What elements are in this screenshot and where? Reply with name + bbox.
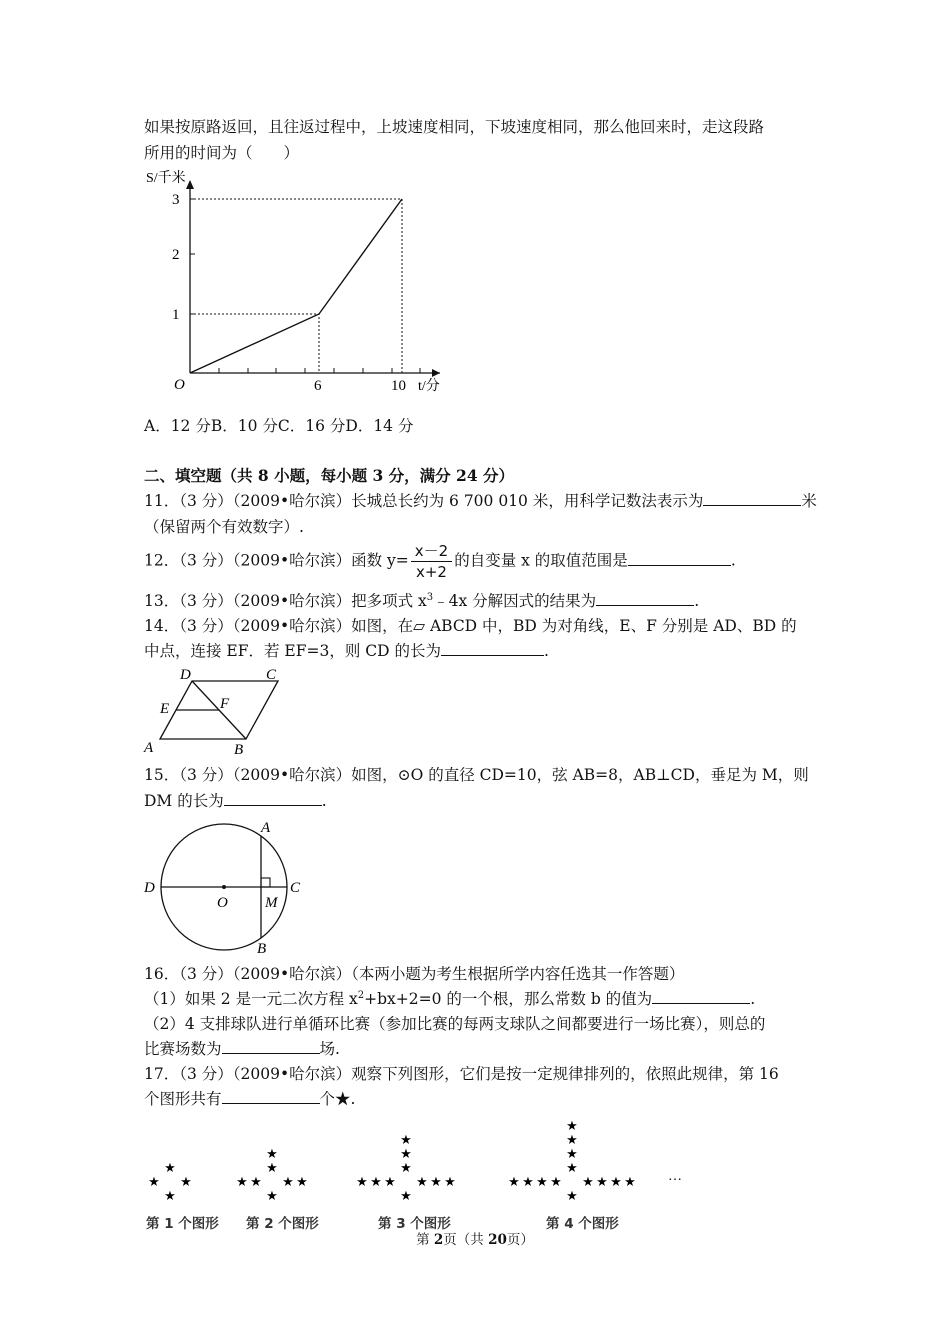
q12-pre: 12．（3 分）（2009•哈尔滨）函数 y=	[144, 551, 409, 570]
q13-post: ﹣4x 分解因式的结果为	[433, 592, 597, 610]
star-fig4-left: ★	[522, 1174, 534, 1189]
q13-exp: 3	[426, 592, 434, 603]
footer-page-number: 2	[433, 1232, 444, 1248]
star-fig4-left: ★	[508, 1174, 520, 1189]
q16-part2-line1: （2）4 支排球队进行单循环比赛（参加比赛的每两支球队之间都要进行一场比赛），则总的	[144, 1015, 766, 1033]
q16-p2-text2: 比赛场数为	[144, 1040, 222, 1058]
q12-answer-blank[interactable]	[628, 550, 731, 566]
q14-answer-blank[interactable]	[441, 640, 544, 656]
star-fig4-right: ★	[610, 1174, 622, 1189]
y-tick-3: 3	[172, 192, 180, 208]
star-fig2-top: ★	[266, 1160, 278, 1175]
star-fig4-top: ★	[566, 1118, 578, 1133]
q11-tail: 米	[801, 492, 817, 510]
star-fig4-right: ★	[596, 1174, 608, 1189]
star-fig2-bottom: ★	[266, 1188, 278, 1203]
origin-label: O	[174, 377, 185, 393]
center-dot	[222, 885, 226, 889]
y-ticks	[190, 199, 195, 314]
star-fig1-right: ★	[180, 1174, 192, 1189]
q17-pre2: 个图形共有	[144, 1090, 222, 1108]
label-e: E	[160, 701, 170, 717]
q17-line1: 17．（3 分）（2009•哈尔滨）观察下列图形，它们是按一定规律排列的，依照此规律，第 16	[144, 1065, 779, 1083]
star-fig3-top: ★	[400, 1160, 412, 1175]
y-tick-2: 2	[172, 247, 180, 263]
x-axis-label: t/分	[418, 379, 440, 394]
fig-label-3: 第 3 个图形	[378, 1216, 451, 1232]
label-b: B	[257, 941, 267, 957]
star-fig4-top: ★	[566, 1160, 578, 1175]
label-m: M	[265, 895, 278, 911]
star-fig3-right: ★	[416, 1174, 428, 1189]
q16-p2-answer-blank[interactable]	[222, 1038, 320, 1054]
q15-answer-blank[interactable]	[224, 790, 322, 806]
footer-post: 页）	[506, 1232, 534, 1248]
q10-options: A．12 分B．10 分C．16 分D．14 分	[144, 417, 414, 435]
section-title: 二、填空题（共 8 小题，每小题 3 分，满分 24 分）	[144, 466, 515, 485]
star-fig4-left: ★	[536, 1174, 548, 1189]
label-d: D	[180, 667, 191, 683]
label-d: D	[144, 880, 155, 896]
x-tick-6: 6	[314, 378, 322, 394]
star-fig1-left: ★	[148, 1174, 160, 1189]
star-fig3-left: ★	[356, 1174, 368, 1189]
q16-p1-pre: （1）如果 2 是一元二次方程 x	[144, 990, 358, 1008]
q12-line	[144, 541, 736, 582]
star-fig3-right: ★	[444, 1174, 456, 1189]
ellipsis: …	[668, 1169, 682, 1184]
star-patterns	[0, 1110, 950, 1210]
right-angle-mark	[261, 878, 270, 887]
star-fig3-right: ★	[430, 1174, 442, 1189]
q17-answer-blank[interactable]	[222, 1088, 320, 1104]
y-axis-arrow	[186, 180, 194, 189]
q15-line2	[144, 790, 327, 812]
label-a: A	[261, 820, 271, 836]
q11-line1	[144, 490, 817, 512]
y-tick-1: 1	[172, 307, 180, 323]
graph-line	[190, 199, 402, 373]
q10-text-line2: 所用的时间为（ ）	[144, 144, 300, 162]
circle-figure	[140, 815, 310, 957]
q13-line	[144, 590, 699, 612]
star-fig3-top: ★	[400, 1132, 412, 1147]
q13-answer-blank[interactable]	[596, 590, 694, 606]
fig-label-1: 第 1 个图形	[146, 1216, 219, 1232]
star-fig1-top: ★	[164, 1160, 176, 1175]
star-fig3-top: ★	[400, 1146, 412, 1161]
q17-line2	[144, 1088, 355, 1110]
fig-label-2: 第 2 个图形	[246, 1216, 319, 1232]
footer-total-pages: 20	[488, 1232, 507, 1248]
fig-label-4: 第 4 个图形	[546, 1216, 619, 1232]
label-c: C	[266, 667, 277, 683]
label-f: F	[220, 696, 230, 712]
q16-part1	[144, 988, 755, 1010]
q11-text: 11．（3 分）（2009•哈尔滨）长城总长约为 6 700 010 米，用科学记数法表示为	[144, 492, 704, 510]
q16-p1-post: +bx+2=0 的一个根，那么常数 b 的值为	[364, 990, 653, 1008]
q16-part2-line2	[144, 1038, 340, 1060]
q15-tail: .	[321, 792, 327, 810]
q12-fraction	[411, 541, 452, 582]
q14-line2	[144, 640, 549, 662]
x-axis-arrow	[432, 369, 440, 377]
star-fig2-right: ★	[282, 1174, 294, 1189]
star-fig1-bottom: ★	[164, 1188, 176, 1203]
distance-time-graph	[140, 168, 460, 403]
star-fig3-left: ★	[370, 1174, 382, 1189]
footer-pre: 第	[416, 1232, 434, 1248]
star-fig4-top: ★	[566, 1132, 578, 1147]
q15-line1: 15．（3 分）（2009•哈尔滨）如图，⊙O 的直径 CD=10，弦 AB=8，AB⊥CD，垂足为 M，则	[144, 766, 809, 784]
q16-p1-answer-blank[interactable]	[652, 988, 750, 1004]
q12-post: 的自变量 x 的取值范围是	[454, 551, 628, 570]
y-axis-label: S/千米	[146, 171, 186, 186]
parallelogram-figure	[140, 664, 290, 758]
q11-line2: （保留两个有效数字）.	[144, 518, 304, 536]
q16-p1-exp: 2	[357, 990, 365, 1001]
star-fig4-right: ★	[624, 1174, 636, 1189]
star-fig2-right: ★	[296, 1174, 308, 1189]
q13-pre: 13．（3 分）（2009•哈尔滨）把多项式 x	[144, 592, 427, 610]
q12-tail: .	[730, 551, 736, 570]
q14-tail: .	[543, 642, 549, 660]
star-fig4-right: ★	[582, 1174, 594, 1189]
star-fig2-left: ★	[236, 1174, 248, 1189]
star-fig3-bottom: ★	[400, 1188, 412, 1203]
star-fig3-left: ★	[384, 1174, 396, 1189]
q16-p2-tail: 场.	[319, 1040, 340, 1058]
q16-p1-tail: .	[750, 990, 756, 1008]
q11-answer-blank[interactable]	[703, 490, 801, 506]
label-b: B	[234, 742, 244, 758]
q13-tail: .	[694, 592, 700, 610]
q10-text-line1: 如果按原路返回，且往返过程中，上坡速度相同，下坡速度相同，那么他回来时，走这段路	[144, 118, 765, 136]
dotted-guides	[190, 199, 402, 373]
label-c: C	[290, 880, 301, 896]
star-fig2-left: ★	[250, 1174, 262, 1189]
q12-denominator: x+2	[415, 563, 447, 581]
q12-numerator: x－2	[411, 541, 452, 562]
star-fig4-bottom: ★	[566, 1188, 578, 1203]
q14-text2: 中点，连接 EF．若 EF=3，则 CD 的长为	[144, 642, 441, 660]
label-a: A	[144, 740, 154, 756]
q14-line1: 14．（3 分）（2009•哈尔滨）如图，在▱ ABCD 中，BD 为对角线，E、F 分别是 AD、BD 的	[144, 617, 797, 635]
q17-tail2: 个★.	[319, 1090, 356, 1108]
q15-text2: DM 的长为	[144, 792, 224, 810]
q16-line1: 16．（3 分）（2009•哈尔滨）（本两小题为考生根据所学内容任选其一作答题）	[144, 965, 685, 983]
star-fig4-left: ★	[550, 1174, 562, 1189]
star-fig2-top: ★	[266, 1146, 278, 1161]
label-o: O	[217, 895, 228, 911]
footer-mid: 页（共	[443, 1232, 489, 1248]
page-footer	[0, 1228, 950, 1248]
star-fig4-top: ★	[566, 1146, 578, 1161]
x-tick-10: 10	[391, 378, 406, 394]
